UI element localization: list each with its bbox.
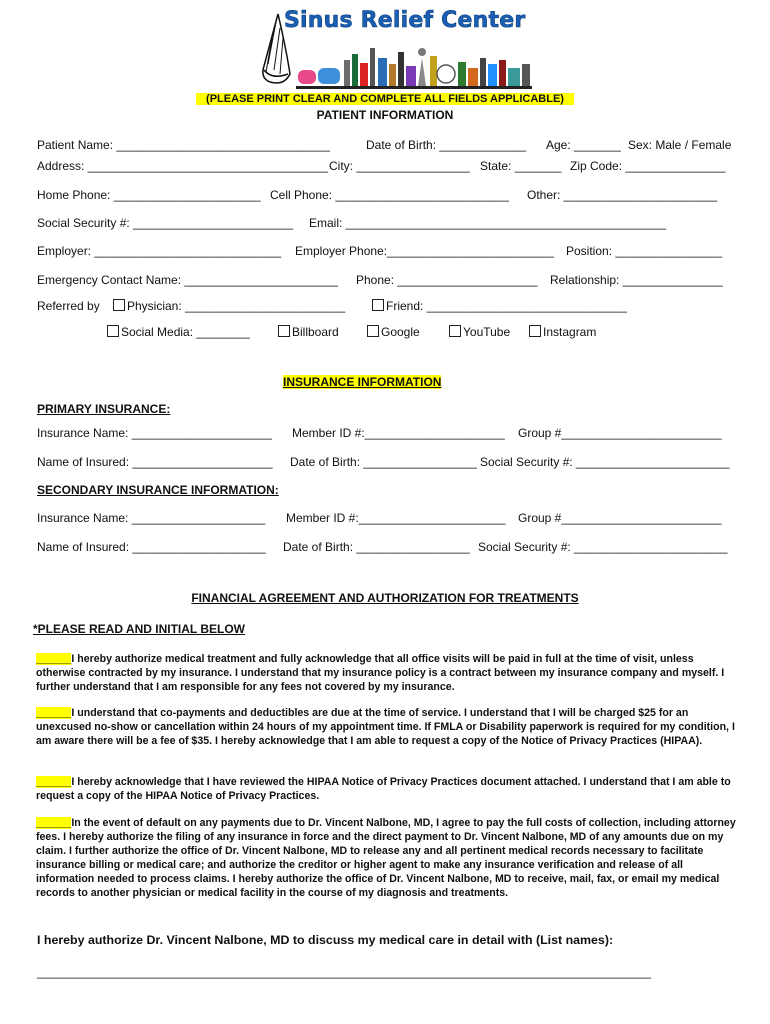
- section-insurance-info: INSURANCE INFORMATION: [283, 375, 442, 389]
- friend-checkbox[interactable]: [372, 299, 384, 311]
- google-checkbox[interactable]: [367, 325, 379, 337]
- referral-google[interactable]: [367, 325, 420, 339]
- social-media-checkbox[interactable]: [107, 325, 119, 337]
- primary-insured-dob-field[interactable]: Date of Birth: _________________: [290, 455, 477, 469]
- instagram-label: Instagram: [543, 325, 597, 339]
- secondary-insured-ssn-field[interactable]: Social Security #: _______________________: [478, 540, 728, 554]
- patient-name-field[interactable]: Patient Name: ________________________________: [37, 138, 330, 152]
- instagram-checkbox[interactable]: [529, 325, 541, 337]
- secondary-insured-name-field[interactable]: Name of Insured: ____________________: [37, 540, 266, 554]
- billboard-label: Billboard: [292, 325, 339, 339]
- referred-by-label: Referred by: [37, 299, 100, 313]
- instructions: (PLEASE PRINT CLEAR AND COMPLETE ALL FIELDS APPLICABLE): [196, 93, 574, 105]
- authorized-names-line[interactable]: ____________________________________________________________________________________________: [37, 965, 651, 979]
- primary-member-id-field[interactable]: Member ID #:_____________________: [292, 426, 505, 440]
- physician-checkbox[interactable]: [113, 299, 125, 311]
- secondary-member-id-field[interactable]: Member ID #:______________________: [286, 511, 506, 525]
- primary-group-field[interactable]: Group #________________________: [518, 426, 722, 440]
- city-field[interactable]: City: _________________: [329, 159, 470, 173]
- dob-field[interactable]: Date of Birth: _____________: [366, 138, 527, 152]
- position-field[interactable]: Position: ________________: [566, 244, 723, 258]
- read-initial-heading: *PLEASE READ AND INITIAL BELOW: [33, 622, 246, 636]
- physician-label: Physician: ________________________: [127, 299, 346, 313]
- youtube-checkbox[interactable]: [449, 325, 461, 337]
- referral-youtube[interactable]: [449, 325, 510, 339]
- initial-blank-2[interactable]: ______: [36, 707, 72, 719]
- zip-field[interactable]: Zip Code: _______________: [570, 159, 726, 173]
- secondary-insurance-name-field[interactable]: Insurance Name: ____________________: [37, 511, 266, 525]
- cell-phone-field[interactable]: Cell Phone: __________________________: [270, 188, 509, 202]
- emergency-phone-field[interactable]: Phone: _____________________: [356, 273, 538, 287]
- agreement-text-2: I understand that co-payments and deductibles are due at the time of service. I understand that I will be charged $25 for an unexcused no-show or cancellation within 24 hours of my appointment time. If FMLA or Disability paperwork is required for my condition, I am aware there will be a fee of $35. I hereby acknowledge that I am able to request a copy of the Notice of Privacy Practices (HIPAA).: [36, 707, 735, 747]
- agreement-text-1: I hereby authorize medical treatment and fully acknowledge that all office visits will be paid in full at the time of visit, unless otherwise contracted by my insurance. I understand that my insurance policy is a contract between my insurance company and myself. I further understand that I am responsible for any fees not covered by my insurance.: [36, 653, 725, 693]
- referral-instagram[interactable]: [529, 325, 596, 339]
- agreement-paragraph-2: [36, 706, 736, 748]
- sex-field[interactable]: Sex: Male / Female: [628, 138, 732, 152]
- relationship-field[interactable]: Relationship: _______________: [550, 273, 723, 287]
- agreement-paragraph-3: [36, 775, 736, 803]
- agreement-paragraph-1: [36, 652, 736, 694]
- primary-insurance-name-field[interactable]: Insurance Name: _____________________: [37, 426, 272, 440]
- state-field[interactable]: State: _______: [480, 159, 562, 173]
- emergency-contact-field[interactable]: Emergency Contact Name: _______________________: [37, 273, 338, 287]
- home-phone-field[interactable]: Home Phone: ______________________: [37, 188, 261, 202]
- referral-physician[interactable]: [113, 299, 345, 313]
- social-media-label: Social Media: ________: [121, 325, 250, 339]
- email-field[interactable]: Email: ________________________________________________: [309, 216, 667, 230]
- employer-phone-field[interactable]: Employer Phone:_________________________: [295, 244, 554, 258]
- employer-field[interactable]: Employer: ____________________________: [37, 244, 282, 258]
- financial-agreement-heading: FINANCIAL AGREEMENT AND AUTHORIZATION FOR TREATMENTS: [191, 591, 579, 605]
- ssn-field[interactable]: Social Security #: ________________________: [37, 216, 294, 230]
- secondary-insurance-heading: SECONDARY INSURANCE INFORMATION:: [37, 483, 279, 497]
- referral-social-media[interactable]: [107, 325, 250, 339]
- other-phone-field[interactable]: Other: _______________________: [527, 188, 718, 202]
- friend-label: Friend: ______________________________: [386, 299, 627, 313]
- address-field[interactable]: Address: ____________________________________: [37, 159, 328, 173]
- agreement-text-3: I hereby acknowledge that I have reviewed the HIPAA Notice of Privacy Practices document attached. I understand that I am able to request a copy of the HIPAA Notice of Privacy Practices.: [36, 776, 731, 802]
- referral-friend[interactable]: [372, 299, 627, 313]
- section-patient-info: PATIENT INFORMATION: [316, 108, 454, 122]
- secondary-insured-dob-field[interactable]: Date of Birth: _________________: [283, 540, 470, 554]
- secondary-group-field[interactable]: Group #________________________: [518, 511, 722, 525]
- discuss-authorization: I hereby authorize Dr. Vincent Nalbone, MD to discuss my medical care in detail with (List names):: [37, 933, 614, 947]
- clinic-title: Sinus Relief Center: [284, 8, 526, 33]
- billboard-checkbox[interactable]: [278, 325, 290, 337]
- initial-blank-4[interactable]: ______: [36, 817, 72, 829]
- primary-insured-ssn-field[interactable]: Social Security #: _______________________: [480, 455, 730, 469]
- initial-blank-1[interactable]: ______: [36, 653, 72, 665]
- initial-blank-3[interactable]: ______: [36, 776, 72, 788]
- referral-billboard[interactable]: [278, 325, 339, 339]
- primary-insurance-heading: PRIMARY INSURANCE:: [37, 402, 171, 416]
- agreement-text-4: In the event of default on any payments due to Dr. Vincent Nalbone, MD, I agree to pay the full costs of collection, including attorney fees. I hereby authorize the filing of any insurance in force and the direct payment to Dr. Vincent Nalbone, MD of any amounts due on my claim. I further authorize the office of Dr. Vincent Nalbone, MD to release any and all pertinent medical records necessary to facilitate insurance billing or medical care; and authorize the creditor or higher agent to make any insurance verification and release of all information needed to process claims. I hereby authorize the office of Dr. Vincent Nalbone, MD to receive, mail, fax, or email my medical records to another physician or medical facility in the course of my diagnosis and treatments.: [36, 817, 736, 899]
- agreement-paragraph-4: [36, 816, 736, 900]
- age-field[interactable]: Age: _______: [546, 138, 621, 152]
- google-label: Google: [381, 325, 420, 339]
- primary-insured-name-field[interactable]: Name of Insured: _____________________: [37, 455, 273, 469]
- youtube-label: YouTube: [463, 325, 511, 339]
